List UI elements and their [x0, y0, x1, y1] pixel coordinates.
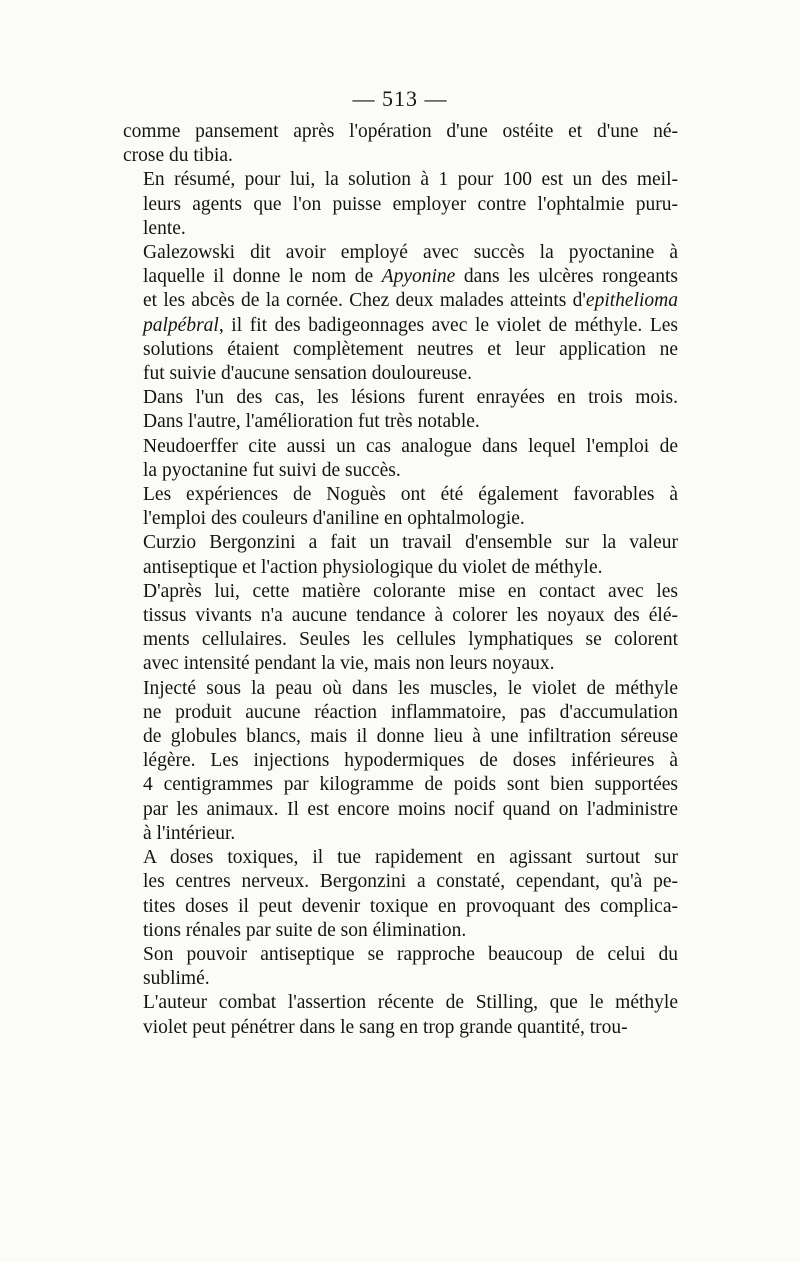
paragraph: [123, 168, 678, 241]
text-line: ne produit aucune réaction inflammatoire, pas d'accumulation: [143, 701, 678, 723]
text-line: Les expériences de Noguès ont été également favorables à: [143, 484, 678, 506]
text-line: par les animaux. Il est encore moins nocif quand on l'administre: [143, 798, 678, 820]
text-line: comme pansement après l'opération d'une ostéite et d'une né-: [123, 121, 678, 142]
paragraph: [123, 386, 678, 434]
text-line: Son pouvoir antiseptique se rapproche beaucoup de celui du: [143, 943, 678, 965]
paragraph: [123, 677, 678, 846]
text-line: tions rénales par suite de son élimination.: [143, 919, 467, 941]
body-text: [123, 120, 678, 1040]
text-line: crose du tibia.: [123, 145, 233, 167]
text-line: leurs agents que l'on puisse employer contre l'ophtalmie puru-: [143, 193, 678, 215]
text-line: Injecté sous la peau où dans les muscles, le violet de méthyle: [143, 677, 678, 699]
text-line: antiseptique et l'action physiologique du violet de méthyle.: [143, 556, 603, 578]
text-line: palpébral, il fit des badigeonnages avec le violet de méthyle. Les: [143, 314, 678, 336]
text-line: Neudoerffer cite aussi un cas analogue dans lequel l'emploi de: [143, 435, 678, 457]
text-line: laquelle il donne le nom de Apyonine dans les ulcères rongeants: [143, 266, 678, 288]
paragraph: [123, 120, 678, 168]
text-line: de globules blancs, mais il donne lieu à une infiltration séreuse: [143, 726, 678, 748]
text-line: et les abcès de la cornée. Chez deux malades atteints d'epithelioma: [143, 290, 678, 312]
text-line: à l'intérieur.: [143, 822, 236, 844]
paragraph: [123, 846, 678, 943]
paragraph: [123, 943, 678, 991]
italic-term: Apyonine: [381, 266, 456, 288]
text-line: tissus vivants n'a aucune tendance à colorer les noyaux des élé-: [143, 605, 678, 627]
text-line: Curzio Bergonzini a fait un travail d'ensemble sur la valeur: [143, 532, 678, 554]
text-line: Dans l'un des cas, les lésions furent enrayées en trois mois.: [143, 387, 678, 409]
text-line: les centres nerveux. Bergonzini a constaté, cependant, qu'à pe-: [143, 871, 678, 893]
paragraph: [123, 991, 678, 1039]
text-line: En résumé, pour lui, la solution à 1 pour 100 est un des meil-: [143, 169, 678, 191]
text-line: solutions étaient complètement neutres et leur application ne: [143, 338, 678, 360]
text-line: sublimé.: [143, 968, 210, 990]
paragraph: [123, 580, 678, 677]
text-line: Galezowski dit avoir employé avec succès la pyoctanine à: [143, 242, 678, 264]
text-line: fut suivie d'aucune sensation douloureuse.: [143, 363, 472, 385]
page-number: — 513 —: [352, 86, 448, 111]
text-line: ments cellulaires. Seules les cellules lymphatiques se colorent: [143, 629, 678, 651]
paragraph: [123, 241, 678, 386]
text-line: 4 centigrammes par kilogramme de poids sont bien supportées: [143, 774, 678, 796]
text-line: Dans l'autre, l'amélioration fut très notable.: [143, 411, 480, 433]
text-line: la pyoctanine fut suivi de succès.: [143, 459, 401, 481]
text-line: L'auteur combat l'assertion récente de Stilling, que le méthyle: [143, 992, 678, 1014]
text-line: A doses toxiques, il tue rapidement en agissant surtout sur: [143, 847, 678, 869]
text-line: lente.: [143, 217, 186, 239]
text-line: avec intensité pendant la vie, mais non leurs noyaux.: [143, 653, 555, 675]
text-line: violet peut pénétrer dans le sang en trop grande quantité, trou-: [143, 1016, 628, 1038]
text-line: légère. Les injections hypodermiques de doses inférieures à: [143, 750, 678, 772]
italic-term: epithelioma: [585, 290, 678, 312]
italic-term: palpébral: [143, 314, 219, 336]
text-line: tites doses il peut devenir toxique en provoquant des complica-: [143, 895, 678, 917]
paragraph: [123, 483, 678, 531]
text-line: l'emploi des couleurs d'aniline en ophtalmologie.: [143, 508, 525, 530]
paragraph: [123, 435, 678, 483]
paragraph: [123, 531, 678, 579]
text-line: D'après lui, cette matière colorante mise en contact avec les: [143, 580, 678, 602]
